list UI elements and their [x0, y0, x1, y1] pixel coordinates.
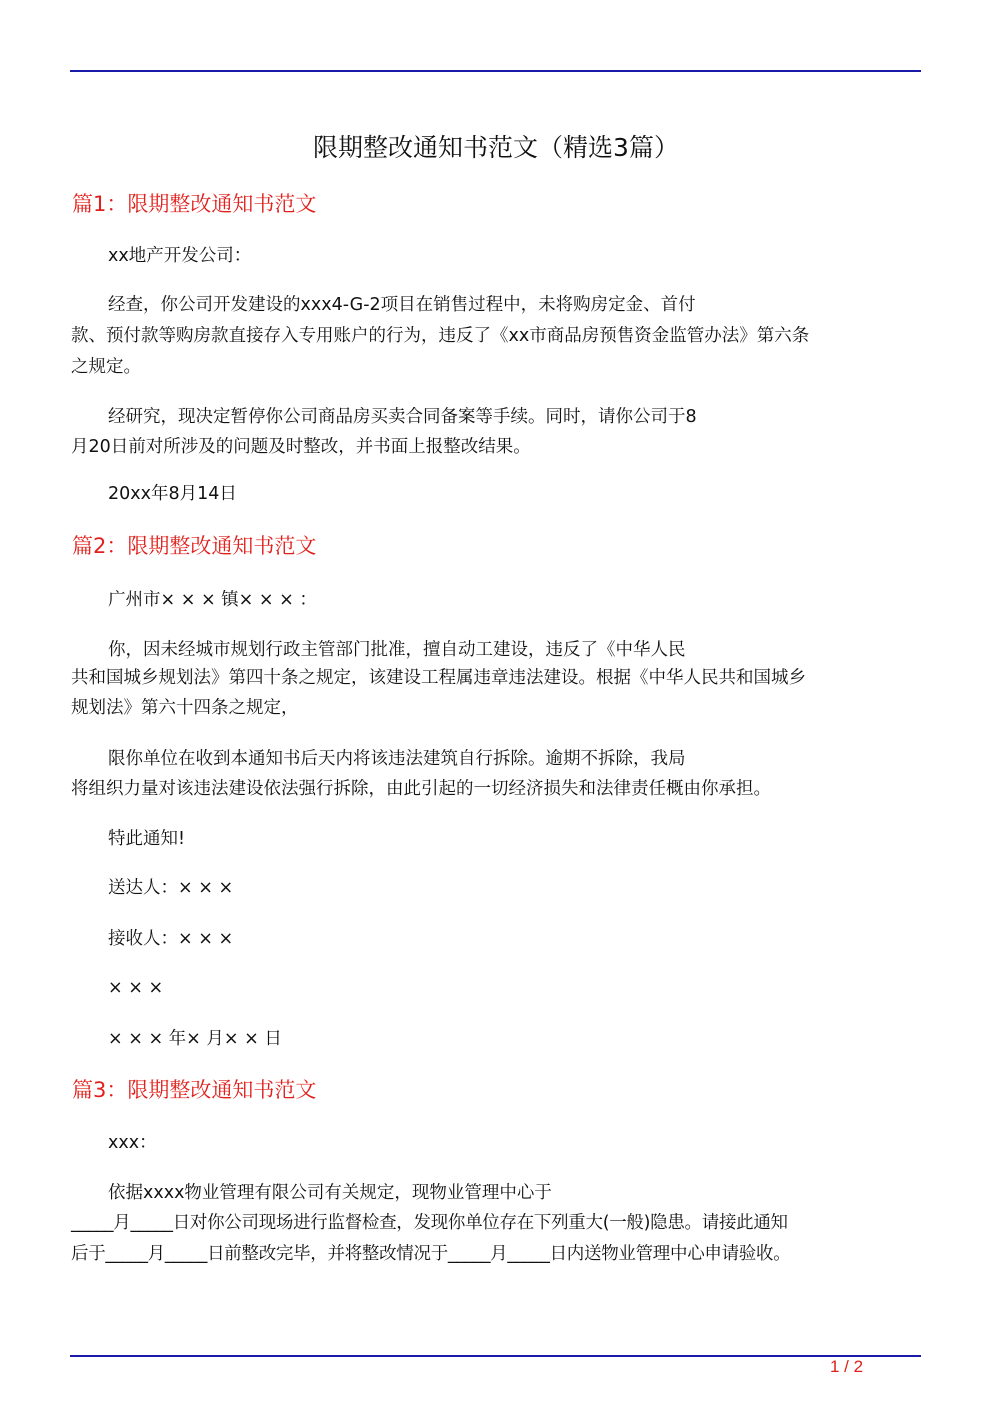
paragraph-line: 月20日前对所涉及的问题及时整改，并书面上报整改结果。: [71, 437, 531, 457]
paragraph-line: 规划法》第六十四条之规定，: [71, 698, 299, 718]
paragraph-line: 款、预付款等购房款直接存入专用账户的行为，违反了《xx市商品房预售资金监管办法》第六条: [71, 326, 810, 346]
paragraph-line: 广州市× × × 镇× × × ：: [108, 590, 317, 610]
paragraph-line: 依据xxxx物业管理有限公司有关规定，现物业管理中心于: [108, 1183, 552, 1203]
paragraph-line: 你，因未经城市规划行政主管部门批准，擅自动工建设，违反了《中华人民: [108, 640, 686, 660]
paragraph-line: 送达人：× × ×: [108, 878, 234, 898]
paragraph-line: 之规定。: [71, 357, 141, 377]
paragraph-line: xxx：: [108, 1133, 157, 1153]
page-number: 1 / 2: [830, 1357, 864, 1376]
paragraph-line: 经查，你公司开发建设的xxx4-G-2项目在销售过程中，未将购房定金、首付: [108, 295, 696, 315]
paragraph-line: 后于_____月_____日前整改完毕，并将整改情况于_____月_____日内送物业管理中心申请验收。: [71, 1244, 791, 1264]
paragraph-line: xx地产开发公司：: [108, 246, 252, 266]
paragraph-line: 特此通知!: [108, 829, 186, 849]
paragraph-line: 共和国城乡规划法》第四十条之规定，该建设工程属违章违法建设。根据《中华人民共和国城乡: [71, 668, 806, 688]
paragraph-line: × × ×: [108, 978, 164, 998]
section-heading: 篇1：限期整改通知书范文: [72, 192, 317, 216]
document-title: 限期整改通知书范文（精选3篇）: [313, 133, 679, 162]
section-heading: 篇2：限期整改通知书范文: [72, 534, 317, 558]
footer-rule: [70, 1355, 921, 1357]
paragraph-line: 经研究，现决定暂停你公司商品房买卖合同备案等手续。同时，请你公司于8: [108, 407, 697, 427]
header-rule: [70, 70, 921, 72]
date-line: 20xx年8月14日: [108, 484, 237, 504]
section-heading: 篇3：限期整改通知书范文: [72, 1078, 317, 1102]
paragraph-line: _____月_____日对你公司现场进行监督检查，发现你单位存在下列重大(一般)隐患。请接此通知: [71, 1213, 788, 1233]
paragraph-line: 接收人：× × ×: [108, 929, 234, 949]
paragraph-line: 限你单位在收到本通知书后天内将该违法建筑自行拆除。逾期不拆除，我局: [108, 749, 686, 769]
date-line: × × × 年× 月× × 日: [108, 1029, 282, 1049]
paragraph-line: 将组织力量对该违法建设依法强行拆除，由此引起的一切经济损失和法律责任概由你承担。: [71, 779, 771, 799]
